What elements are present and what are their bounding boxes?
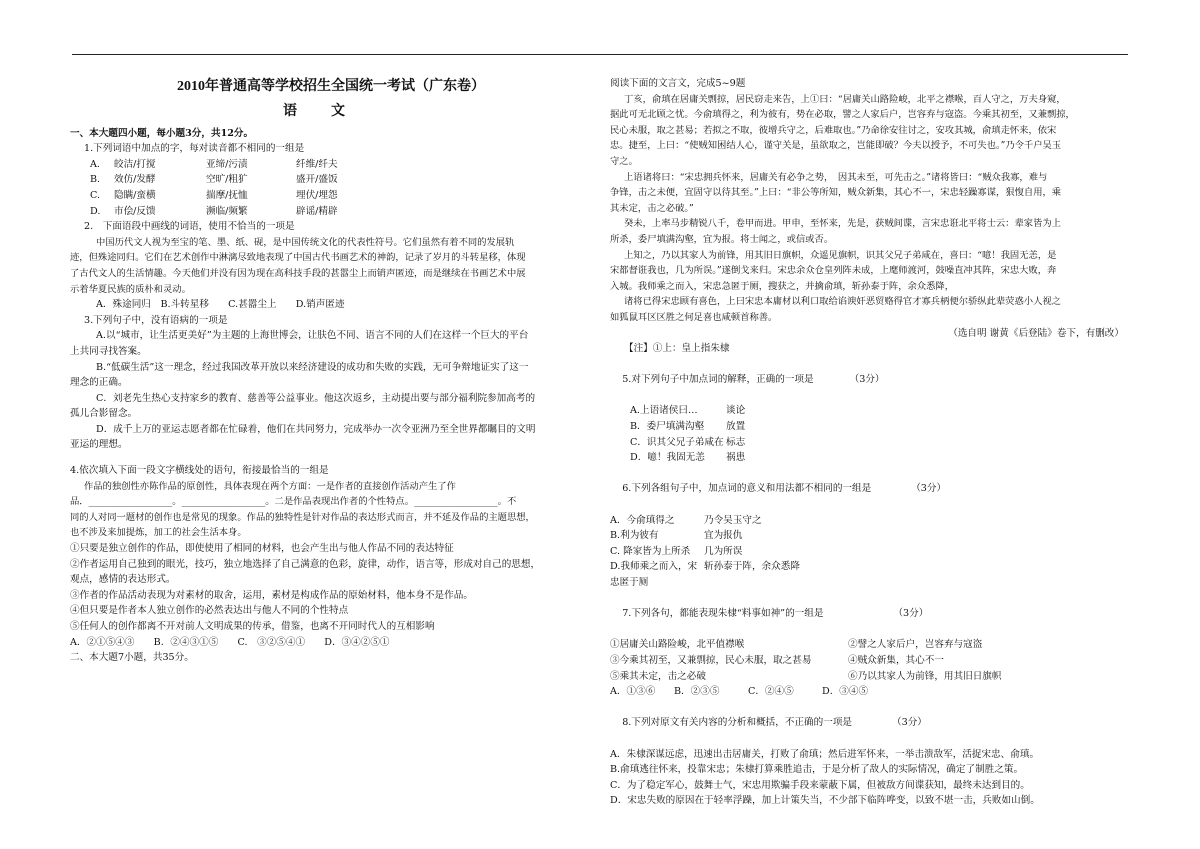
q6-option-row [610, 544, 1130, 560]
q4-passage-line: 同的人对同一题材的创作也是常见的现象。作品的独特性是针对作品的表达形式而言，并不延及作品的主题思想， [70, 511, 535, 523]
q4-options: A．②①⑤④③ B．②④③①⑤ C. ③②⑤④① D．③④②⑤① [70, 636, 390, 648]
q8-option: A．朱棣深谋远虑，迅速出击居庸关，打败了俞瑱；然后进军怀来，一举击溃敌军，活捉宋忠、俞瑱。 [610, 748, 1040, 760]
q6-stem: 6.下列各组句子中，加点词的意义和用法都不相同的一组是 [622, 483, 872, 495]
passage-line: 宋都督诳我也，几为所误。”遂倒戈来归。宋忠余众仓皇列阵未成，上麾师渡河，鼓噪直冲其阵，宋忠大败，奔 [610, 265, 1057, 277]
q2-passage-line: 迹，但殊途同归。它们在艺术创作中淋漓尽致地表现了中国古代书画艺术的神韵，记录了岁月的斗转星移，体现 [70, 252, 526, 264]
q4-item: ⑤任何人的创作都离不开对前人文明成果的传承，借鉴，也离不开同时代人的互相影响 [70, 621, 435, 632]
passage-line: 丁亥，俞瑱在居庸关剽掠，居民窃走来告，上①曰：“居庸关山路险峻，北平之襟喉，百人守之，万夫身窥， [624, 93, 1066, 105]
q4-passage-line: 品．__________________。__________________。二是作品表现出作者的个性特点。__________________。不 [70, 496, 517, 508]
q3-option-d-2: 亚运的理想。 [70, 439, 128, 451]
q3-option-a-2: 上共同寻找答案。 [70, 345, 147, 357]
q4-passage-line: 作品的独创性亦陈作品的原创性，具体表现在两个方面：一是作者的直接创作活动产生了作 [84, 480, 456, 492]
passage-line: 争锋，击之未便，宜固守以待其至。”上曰：“非公等所知，贼众新集，其心不一，宋忠轻躁寡谋，狠愎自用，乘 [610, 187, 1062, 199]
q1-option-a: 市侩/反馈 [114, 205, 156, 217]
q3-option-b-2: 理念的正确。 [70, 377, 128, 389]
q4-item: ④但只要是作者本人独立创作的必然表达出与他人不同的个性特点 [70, 605, 349, 617]
left-column [70, 76, 592, 666]
q7-stem-row [610, 591, 1130, 638]
q7-item-row [610, 637, 1130, 653]
q3-stem: 3.下列句子中，没有语病的一项是 [84, 314, 228, 326]
q5-option-answer: 谈论 [726, 405, 746, 417]
q2-passage-line: 中国历代文人视为至宝的笔、墨、纸、砚，是中国传统文化的代表性符号。它们虽然有着不同的发展轨 [96, 236, 515, 248]
q2-passage [70, 235, 592, 297]
q7-item-right: ②譬之人家后户，岂容弃与寇盗 [848, 639, 983, 651]
exam-title: 2010年普通高等学校招生全国统一考试（广东卷） [177, 79, 485, 94]
passage-line: 民心未服，取之甚易；若拟之不取，彼增兵守之，后难取也。”乃命徐安往讨之，安攻其城，俞瑱走怀来，依宋 [610, 124, 1057, 136]
passage-line: 所杀，委尸填满沟壑，宜为报。将士闻之，或信或否。 [610, 233, 834, 245]
q5-option-row [610, 403, 1130, 419]
q8-option: B.俞瑱逃往怀来，投靠宋忠；朱棣打算乘胜追击，于是分析了敌人的实际情况，确定了制胜之策。 [610, 764, 1024, 776]
q7-item-right: ⑥乃以其家人为前锋，用其旧日旗帜 [848, 670, 1002, 682]
q1-option-c: 埋伏/埋怨 [296, 189, 338, 201]
top-rule [72, 54, 1128, 55]
q1-option-key: D. [90, 205, 101, 217]
q3-option-a-1: A.以“城市，让生活更美好”为主题的上海世博会，让肤色不同、语言不同的人们在这样一个巨大的平台 [96, 330, 529, 342]
q7-item-right: ④贼众新集，其心不一 [848, 654, 944, 666]
q1-option-key: B. [90, 174, 101, 186]
passage-line: 入城。我师乘之而入，宋忠急匿于厕，搜获之，并擒俞瑱，斩孙泰于阵，余众悉降， [610, 280, 954, 292]
q7-option: A．①③⑥ [610, 686, 656, 698]
q7-score: （3分） [893, 608, 929, 620]
q5-score: （3分） [849, 374, 885, 386]
q8-option: C．为了稳定军心，鼓舞士气，宋忠用欺骗手段来蒙蔽下属，但被敌方间谍获知，最终未达到目的。 [610, 779, 1030, 791]
q5-option-sentence: A.上语诸侯曰… [630, 405, 698, 417]
q7-item-row [610, 653, 1130, 669]
q6-option-sentence: A．今俞瑱得之 [610, 514, 675, 526]
passage-note: 【注】①上：皇上指朱棣 [624, 343, 730, 355]
q1-option-row [70, 204, 592, 220]
q3-option-b-1: B.“低碳生活”这一理念，经过我国改革开放以来经济建设的成功和失败的实践，无可争辩地证实了这一 [96, 361, 529, 373]
q5-option-sentence: D．噫！我固无恙 [630, 452, 705, 464]
q6-options [610, 513, 1130, 591]
q8-stem: 8.下列对原文有关内容的分析和概括，不正确的一项是 [622, 717, 853, 729]
q5-option-answer: 放置 [726, 421, 746, 433]
q8-score: （3分） [892, 717, 927, 729]
passage-line: 上知之，乃以其家人为前锋，用其旧日旗帜，众遥见旗帜，识其父兄子弟咸在，喜曰：“噫！我固无恙，是 [624, 249, 1057, 261]
passage-source: （选自明 谢黄《后登陆》卷下，有删改） [948, 327, 1124, 339]
q3-option-c-2: 孤儿合影留念。 [70, 408, 138, 420]
q1-option-key: A. [90, 158, 100, 170]
q4-passage [70, 479, 592, 541]
q1-option-c: 辟谣/精辟 [296, 205, 338, 217]
q1-options [70, 157, 592, 219]
q1-option-row [70, 157, 592, 173]
q1-option-a: 隐瞒/蛮横 [114, 189, 156, 201]
q5-option-sentence: C．识其父兄子弟咸在 [630, 436, 724, 448]
q1-option-c: 纤维/纤夫 [296, 158, 338, 170]
q4-item: ①只要是独立创作的作品，即使使用了相同的材料，也会产生出与他人作品不同的表达特征 [70, 543, 454, 555]
right-column [610, 76, 1130, 809]
passage-line: 上语诸将曰：“宋忠拥兵怀来，居庸关有必争之势， 因其未至，可先击之。”诸将皆曰：“贼众我寡，难与 [624, 171, 1048, 183]
q5-stem: 5.对下列句子中加点词的解释，正确的一项是 [622, 374, 814, 386]
q1-option-key: C. [90, 189, 101, 201]
q6-option-sentence: B.利为彼有 [610, 530, 659, 542]
subject-title: 语文 [283, 103, 379, 119]
q4-passage-line: 也不涉及来加提炼，加工的社会生活本身。 [70, 527, 247, 539]
q5-option-row [610, 435, 1130, 451]
q8-options [610, 747, 1130, 809]
q8-option: D．宋忠失败的原因在于轻率浮躁，加上计策失当，不少部下临阵哗变，以致不堪一击，兵败如山倒。 [610, 795, 1040, 807]
q7-item-left: ⑤乘其未定，击之必破 [610, 670, 706, 682]
q5-option-answer: 祸患 [726, 452, 746, 464]
q1-option-row [70, 172, 592, 188]
q6-stem-row [610, 466, 1130, 513]
q5-option-answer: 标志 [726, 436, 746, 448]
q7-item-left: ③今乘其初至，又兼剽掠，民心未服，取之甚易 [610, 654, 812, 666]
passage-line: 守之。 [610, 155, 638, 167]
q6-score: （3分） [911, 483, 947, 495]
q6-option-answer: 乃令吴玉守之 [704, 514, 762, 526]
passage-line: 忠。捷至，上曰：“使贼知困结人心，谨守关是，虽欲取之，岂能即破？今夫以授予，不可失也。”乃令千户吴玉 [610, 140, 1062, 152]
q1-option-b: 亚缔/污渍 [206, 158, 248, 170]
q6-option-row [610, 559, 1130, 590]
q7-options [610, 684, 1130, 700]
section-2-heading: 二、本大题7小题，共35分。 [70, 652, 194, 664]
passage-line: 如狐鼠耳区区胜之何足喜也咸顿首称善。 [610, 311, 778, 323]
q1-option-b: 濒临/频繁 [206, 205, 248, 217]
q7-option: D．③④⑤ [822, 686, 869, 698]
q1-option-c: 盛开/盛饭 [296, 174, 338, 186]
q7-item-left: ①居庸关山路险峻，北平值襟喉 [610, 639, 745, 651]
q7-option: B．②③⑤ [674, 686, 720, 698]
q2-passage-line: 了古代文人的生活情趣。今天他们并没有因为现在高科技手段的甚嚣尘上而销声匿迹，而是继续在书画艺术中展 [70, 267, 526, 279]
q3-option-c-1: C．刘老先生热心支持家乡的教育、慈善等公益事业。他这次返乡，主动提出要与部分福利院参加高考的 [96, 392, 536, 404]
q3-option-d-1: D．成千上万的亚运志愿者都在忙碌着，他们在共同努力，完成举办一次令亚洲乃至全世界都瞩目的文明 [96, 423, 536, 435]
section-1-heading: 一、本大题四小题，每小题3分，共12分。 [70, 127, 254, 139]
q2-passage-line: 示着华夏民族的质朴和灵动。 [70, 283, 191, 295]
passage-line: 据此可无北顾之忧。今俞瑱得之，利为彼有，势在必取，譬之人家后户，岂容弃与寇盗。今乘其初至，又兼剽掠， [610, 109, 1075, 121]
q5-option-row [610, 419, 1130, 435]
q2-options: A．殊途同归 B.斗转星移 C.甚嚣尘上 D.销声匿迹 [96, 299, 345, 311]
q1-stem: 1.下列词语中加点的字，每对读音都不相同的一组是 [84, 143, 305, 155]
q4-item: ③作者的作品活动表现为对素材的取舍，运用，素材是构成作品的原始材料，他本身不是作品。 [70, 589, 473, 601]
q7-option: C．②④⑤ [748, 686, 794, 698]
q6-option-row [610, 513, 1130, 529]
q4-items [70, 541, 592, 635]
q2-stem: 2. 下面语段中画线的词语，使用不恰当的一项是 [84, 221, 295, 233]
q6-option-answer: 几为所误 [704, 545, 743, 557]
q5-option-row [610, 450, 1130, 466]
passage-line: 其未定，击之必破。” [610, 202, 694, 214]
q1-option-b: 空旷/粗犷 [206, 174, 248, 186]
q5-options [610, 403, 1130, 465]
passage-line: 诸将已得宋忠顾有喜色，上曰宋忠本庸材以利口取给谄谀奸恶贸赂得官才寡兵柄便尔骄纵此辈荧惑小人视之 [624, 296, 1061, 308]
q4-item: ②作者运用自己独到的眼光，技巧，独立地选择了自己满意的色彩，旋律，动作，语言等，形成对自己的思想， [70, 558, 541, 570]
q5-option-sentence: B．委尸填满沟壑 [630, 421, 705, 433]
q6-option-sentence: D.我师乘之而入，宋忠匿于厕 [610, 561, 698, 588]
passage-line: 癸未，上率马步精锐八千，卷甲而进。甲申，至怀来，先是，获贼间谍，言宋忠诳北平将士云：辈家皆为上 [624, 218, 1061, 230]
reading-intro: 阅读下面的文言文，完成5~9题 [610, 78, 746, 89]
q6-option-answer: 斩孙泰于阵，余众悉降 [704, 561, 800, 573]
q6-option-sentence: C. 降家皆为上所杀 [610, 545, 691, 557]
q1-option-a: 效仿/发酵 [114, 174, 156, 186]
q7-stem: 7.下列各句，都能表现朱棣“料事如神”的一组是 [622, 608, 824, 620]
q1-option-b: 揣摩/抚恤 [206, 189, 248, 201]
q7-item-row [610, 669, 1130, 685]
q6-option-answer: 宜为报仇 [704, 530, 743, 542]
q4-stem: 4.依次填入下面一段文字横线处的语句，衔接最恰当的一组是 [70, 465, 329, 477]
q5-stem-row [610, 357, 1130, 404]
q1-option-a: 皎洁/打搅 [114, 158, 156, 170]
q7-items [610, 637, 1130, 684]
q6-option-row [610, 528, 1130, 544]
q8-stem-row [610, 700, 1130, 747]
q4-item: 观点，感情的表达形式。 [70, 574, 176, 586]
classical-passage [610, 92, 1130, 326]
q1-option-row [70, 188, 592, 204]
